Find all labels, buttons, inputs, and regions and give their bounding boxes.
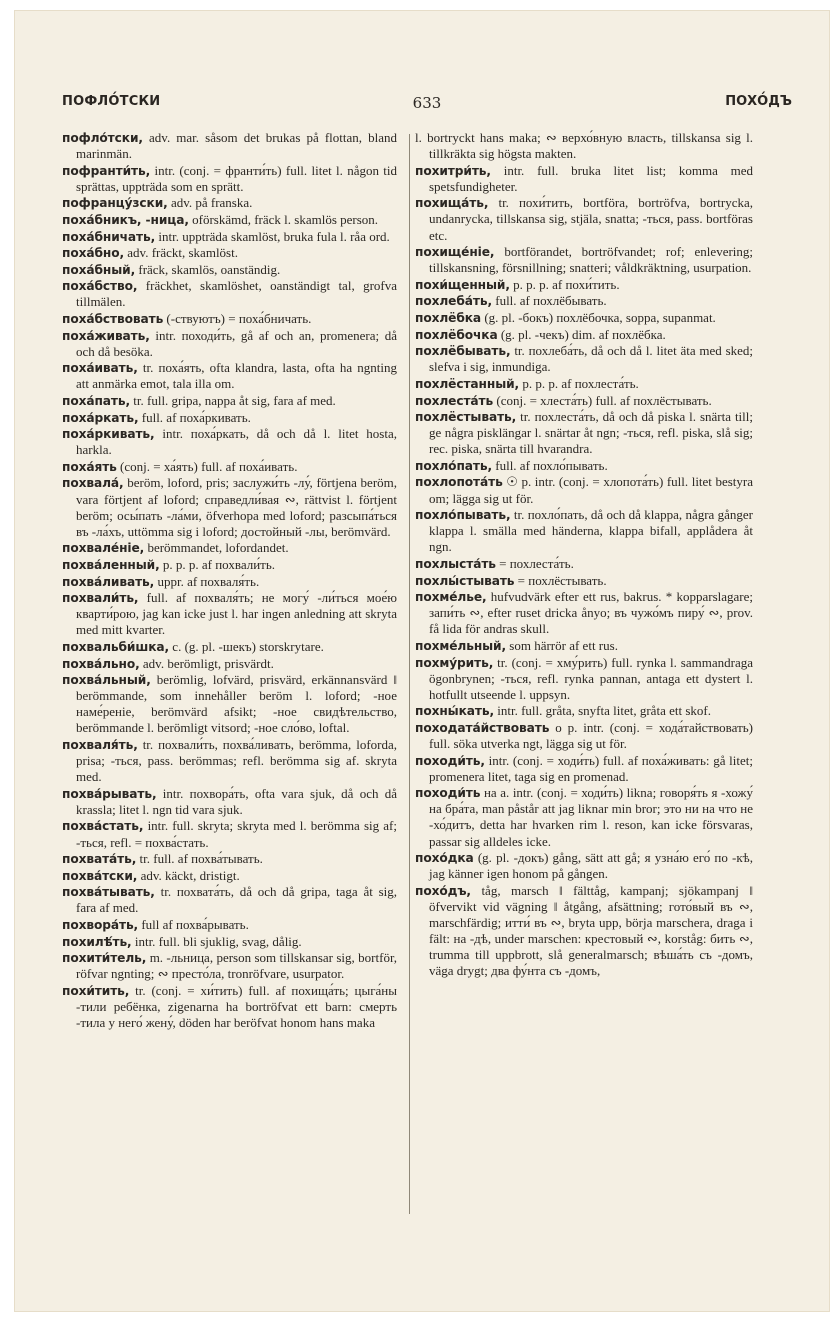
dictionary-entry (415, 293, 753, 309)
entry-headword: поха́бство, (62, 279, 138, 294)
dictionary-entry (62, 459, 397, 475)
header-right-guideword: ПОХО́ДЪ (725, 94, 792, 109)
entry-headword: пофло́тски, (62, 131, 143, 145)
entry-headword: походата́йствовать (415, 720, 550, 735)
entry-headword: поха́ивать, (62, 361, 138, 376)
entry-definition: (-ствуютъ) = поха́бничать. (166, 311, 312, 327)
entry-definition: tåg, marsch ‖ fälttåg, kampanj; sjökampanj ‖ öfvervikt vid vägning ‖ åtgång, afsättning; гото́вый въ ∾, marschfärdig; итти́ въ ∾, bryta upp, börja marschera, draga i fält: на -дѣ, under marschen: крестовый ∾, korståg: бить ∾, trumma till uppbrott, slå generalmarsch; вѣша́ть съ -домъ, väga drygt; два фу́нта съ -домъ, (429, 882, 753, 979)
entry-definition: tr. похвали́ть, похва́ливать, berömma, loforda, prisa; -ться, pass. berömmas; refl. berömma sig af. skryta med. (76, 736, 397, 785)
entry-headword: похлёстанный, (415, 376, 520, 391)
dictionary-entry (415, 720, 753, 752)
entry-definition: tr. похлеба́ть, då och då l. litet äta med sked; slefva i sig, inmundiga. (429, 343, 754, 375)
entry-headword: поха́бно, (62, 246, 125, 261)
entry-definition: (conj. = ха́ять) full. af поха́ивать. (120, 458, 298, 474)
dictionary-entry (62, 672, 397, 736)
entry-definition: (g. pl. -бокъ) похлёбочка, soppa, supanmat. (484, 310, 716, 326)
entry-definition: tr. похвата́ть, då och då gripa, taga åt sig, fara af med. (76, 884, 398, 916)
right-column (415, 130, 753, 980)
entry-definition: (g. pl. -докъ) gång, sätt att gå; я узна́ю его́ по -кѣ, jag känner igen honom på gången. (429, 850, 753, 882)
entry-headword: поха́ять (62, 459, 117, 474)
entry-headword: похлёбочка (415, 327, 498, 342)
entry-definition: intr. uppträda skamlöst, bruka fula l. råa ord. (158, 228, 390, 244)
entry-headword: похи́тить, (62, 983, 130, 998)
entry-headword: поха́ркать, (62, 410, 139, 425)
entry-definition: tr. (conj. = хи́тить) full. af похища́ть; цыга́ны -тили ребёнка, zigenarna ha bortröfvat ett barn: смерть -тила у него́ жену́, döden har beröfvat honom hans maka (76, 982, 397, 1031)
dictionary-entry (62, 426, 397, 458)
entry-definition: o p. intr. (conj. = хода́тайствовать) full. söka utverka ngt, lägga sig ut för. (429, 719, 754, 751)
entry-definition: tr. (conj. = хму́рить) full. rynka l. sammandraga ögonbrynen; -ться, refl. rynka pannan, antaga ett dystert l. hotfullt utseende l. uppsyn. (429, 654, 753, 702)
entry-definition: beröm, loford, pris; заслужи́ть -лу́, förtjena beröm, vara förtjent af loford; справедли́вая ∾, rättvist l. förtjent beröm; осы́пать -ла́ми, öfverhopa med loford; разсыпа́ться въ -ла́хъ, uttömma sig i loford; достойный -лы, berömvärd. (76, 475, 398, 539)
entry-definition: = похлеста́ть. (499, 555, 574, 571)
entry-definition: adv. mar. såsom det brukas på flottan, bland marinmän. (76, 130, 398, 162)
dictionary-entry (62, 393, 397, 409)
entry-headword: похло́пать, (415, 458, 492, 473)
entry-definition: tr. full. af похва́тывать. (139, 851, 263, 867)
dictionary-entry (415, 883, 753, 980)
entry-headword: поха́живать, (62, 328, 150, 343)
entry-definition: som härrör af ett rus. (509, 637, 618, 653)
dictionary-entry (415, 638, 753, 654)
dictionary-entry (415, 785, 753, 849)
entry-definition: full af похва́рывать. (141, 917, 249, 932)
entry-definition: fräck, skamlös, oanständig. (138, 261, 281, 277)
entry-definition: = похлёстывать. (517, 572, 607, 588)
entry-headword: похлёбка (415, 311, 482, 326)
dictionary-entry (62, 212, 397, 228)
entry-definition: uppr. af похваля́ть. (157, 573, 260, 589)
dictionary-entry (62, 786, 397, 818)
entry-definition: intr. (conj. = франти́ть) full. litet l. någon tid sprättas, uppträda som en sprätt. (76, 162, 398, 194)
entry-headword: похлёбывать, (415, 344, 511, 359)
entry-headword: похлеста́ть (415, 393, 494, 408)
dictionary-entry (415, 474, 753, 506)
entry-definition: intr. full. bli sjuklig, svag, dålig. (134, 933, 302, 949)
dictionary-entry (62, 574, 397, 590)
dictionary-entry (62, 360, 397, 392)
entry-headword: похлёстывать, (415, 410, 517, 425)
entry-definition: tr. похи́тить, bortföra, bortröfva, bortrycka, undanrycka, tillskansa sig, stjäla, snatta; -ться, pass. bortföras etc. (429, 195, 753, 243)
dictionary-entry (62, 245, 397, 261)
entry-definition: intr. походи́ть, gå af och an, promenera; då och då besöka. (76, 327, 398, 359)
dictionary-entry (62, 851, 397, 867)
entry-definition: full. af похлёбывать. (495, 293, 607, 309)
header-left-guideword: ПОФЛО́ТСКИ (62, 94, 161, 109)
entry-headword: похва́льный, (62, 673, 151, 688)
dictionary-entry (415, 130, 753, 162)
dictionary-entry (415, 163, 753, 195)
entry-headword: похва́тывать, (62, 885, 155, 900)
entry-headword: похо́дъ, (415, 883, 471, 898)
entry-definition: (conj. = хлеста́ть) full. af похлёстывать. (496, 392, 712, 408)
entry-definition: p. p. p. af похвали́ть. (162, 556, 276, 572)
entry-headword: похва́рывать, (62, 786, 157, 801)
entry-headword: похме́льный, (415, 638, 507, 653)
entry-headword: похвале́ніе, (62, 541, 145, 556)
entry-headword: поха́бничать, (62, 229, 156, 244)
dictionary-entry (415, 458, 753, 474)
column-divider (409, 134, 410, 1214)
entry-definition: intr. full. gråta, snyfta litet, gråta ett skof. (497, 703, 711, 719)
entry-headword: похва́стать, (62, 819, 144, 834)
entry-headword: походи́ть, (415, 753, 485, 768)
dictionary-entry (62, 311, 397, 327)
entry-definition: hufvudvärk efter ett rus, bakrus. * kopparslagare; запи́ть ∾, efter ruset dricka ånyo; въ чужо́мъ пиру́ ∾, prov. få lida för andras skull. (429, 589, 753, 637)
dictionary-entry (62, 639, 397, 655)
entry-headword: похлы́стывать (415, 573, 515, 588)
entry-headword: поха́ркивать, (62, 427, 155, 442)
dictionary-entry (62, 130, 397, 162)
dictionary-entry (62, 229, 397, 245)
dictionary-entry (415, 310, 753, 326)
entry-headword: похлеба́ть, (415, 294, 492, 309)
dictionary-entry (415, 703, 753, 719)
dictionary-entry (415, 507, 753, 555)
dictionary-entry (415, 327, 753, 343)
entry-definition: oförskämd, fräck l. skamlös person. (192, 211, 379, 227)
dictionary-entry (62, 328, 397, 360)
entry-headword: похму́рить, (415, 655, 494, 670)
entry-definition: bortförandet, bortröfvandet; rof; enlevering; tillskansning, försnillning; snatteri; våldkräktning, usurpation. (429, 244, 754, 276)
dictionary-entry (62, 540, 397, 556)
dictionary-entry (415, 393, 753, 409)
entry-definition: tr. похло́пать, då och då klappa, några gånger klappa l. smälla med händerna, klappa bifall, applådera åt ngn. (429, 507, 754, 555)
left-column (62, 130, 397, 1032)
dictionary-entry (415, 753, 753, 785)
page-number: 633 (412, 94, 442, 112)
dictionary-entry (415, 195, 753, 243)
entry-headword: похлопота́ть (415, 475, 503, 490)
entry-definition: tr. поха́ять, ofta klandra, lasta, ofta ha ngnting att anmärka emot, tala illa om. (76, 360, 398, 392)
entry-definition: adv. på franska. (170, 195, 253, 211)
entry-definition: intr. поха́ркать, då och då l. litet hosta, harkla. (76, 426, 397, 458)
dictionary-entry (415, 573, 753, 589)
entry-definition: intr. full. skryta; skryta med l. berömma sig af; -ться, refl. = похва́стать. (76, 818, 398, 850)
entry-headword: поха́бникъ, -ница, (62, 212, 189, 227)
entry-headword: похи́щенный, (415, 277, 510, 292)
dictionary-entry (415, 850, 753, 882)
entry-definition: adv. käckt, dristigt. (140, 867, 240, 883)
dictionary-entry (415, 589, 753, 637)
dictionary-entry (62, 737, 397, 785)
entry-headword: пофранти́ть, (62, 163, 151, 178)
dictionary-entry (62, 195, 397, 211)
entry-headword: похвала́, (62, 476, 124, 491)
entry-definition: l. bortryckt hans maka; ∾ верхо́вную власть, tillskansa sig l. tillkräkta sig högsta makten. (415, 130, 753, 162)
dictionary-entry (62, 475, 397, 539)
entry-definition: m. -льница, person som tillskansar sig, bortför, röfvar ngnting; ∾ престо́ла, tronröfvare, usurpator. (76, 950, 398, 982)
dictionary-entry (415, 376, 753, 392)
entry-headword: похвальби́шка, (62, 639, 170, 654)
entry-definition: на a. intr. (conj. = ходи́ть) likna; говоря́ть я -хожу́ на бра́та, man påstår att jag liknar min bror; это ни на что не -хо́дитъ, detta har hvarken rim l. reson, kan icke försvaras, passar sig alldeles icke. (429, 785, 753, 849)
dictionary-entry (62, 278, 397, 310)
entry-definition: full. af похло́пывать. (495, 457, 608, 473)
page-header (62, 88, 792, 112)
entry-headword: похва́ленный, (62, 557, 160, 572)
entry-headword: пофранцу́зски, (62, 196, 168, 211)
entry-definition: intr. full. bruka litet list; komma med spetsfundigheter. (429, 162, 754, 194)
entry-headword: похище́ніе, (415, 245, 495, 260)
entry-definition: fräckhet, skamlöshet, oanständigt tal, grofva tillmälen. (76, 278, 398, 310)
entry-headword: похвата́ть, (62, 852, 137, 867)
entry-definition: (g. pl. -чекъ) dim. af похлёбка. (500, 326, 666, 342)
entry-headword: похваля́ть, (62, 737, 138, 752)
entry-definition: intr. похвора́ть, ofta vara sjuk, då och då krassla; litet l. ngn tid vara sjuk. (76, 785, 398, 817)
dictionary-entry (62, 163, 397, 195)
dictionary-entry (62, 557, 397, 573)
entry-definition: c. (g. pl. -шекъ) storskrytare. (172, 638, 324, 654)
dictionary-entry (62, 656, 397, 672)
dictionary-entry (62, 917, 397, 933)
entry-definition: tr. full. gripa, nappa åt sig, fara af med. (133, 393, 336, 408)
entry-definition: p. p. p. af похлеста́ть. (522, 375, 639, 391)
entry-definition: berömmandet, lofordandet. (147, 540, 289, 556)
entry-definition: adv. fräckt, skamlöst. (127, 245, 238, 261)
entry-definition: intr. (conj. = ходи́ть) full. af поха́живать: gå litet; promenera litet, taga sig en promenad. (429, 752, 754, 784)
dictionary-entry (62, 934, 397, 950)
dictionary-entry (62, 983, 397, 1031)
dictionary-entry (62, 950, 397, 982)
entry-headword: похва́льно, (62, 656, 140, 671)
entry-headword: похме́лье, (415, 590, 487, 605)
entry-headword: похлыста́ть (415, 556, 496, 571)
dictionary-entry (62, 818, 397, 850)
entry-headword: похити́тель, (62, 951, 147, 966)
dictionary-entry (62, 410, 397, 426)
dictionary-entry (415, 277, 753, 293)
entry-definition: p. p. p. af похи́тить. (513, 276, 620, 292)
entry-definition: ☉ p. intr. (conj. = хлопота́ть) full. litet bestyra om; lägga sig ut för. (429, 474, 754, 506)
entry-definition: tr. похлеста́ть, då och då piska l. snärta till; ge några pisklängar l. snärtar åt ngn; -ться, refl. piska, slå sig; rec. piska, snärta till hvarandra. (429, 409, 754, 457)
entry-headword: похвали́ть, (62, 591, 139, 606)
entry-definition: berömlig, lofvärd, prisvärd, erkännansvärd ‖ berömmande, som innehåller beröm l. loford; -ное наме́реніе, berömvärd afsikt; -ное свидѣтельство, berömmande l. berömligt vitsord; -ное сло́во, loftal. (76, 672, 397, 736)
entry-headword: похилѣ́ть, (62, 934, 132, 949)
entry-headword: похвора́ть, (62, 918, 139, 932)
dictionary-entry (62, 868, 397, 884)
dictionary-page (14, 10, 830, 1312)
entry-definition: adv. berömligt, prisvärdt. (142, 655, 274, 671)
entry-definition: full. af похваля́ть; не могу́ -ли́ться мое́ю кварти́рою, jag kan icke just l. har ingen anledning att skryta med mitt kvarter. (76, 590, 397, 638)
dictionary-entry (62, 884, 397, 916)
dictionary-entry (415, 556, 753, 572)
dictionary-entry (62, 262, 397, 278)
entry-headword: похва́ливать, (62, 574, 155, 589)
entry-headword: похны́кать, (415, 704, 494, 719)
entry-headword: похло́пывать, (415, 508, 511, 523)
entry-headword: похитри́ть, (415, 163, 491, 178)
entry-definition: full. af поха́ркивать. (141, 409, 251, 425)
dictionary-entry (415, 244, 753, 276)
entry-headword: поха́бствовать (62, 312, 164, 327)
entry-headword: походи́ть (415, 786, 481, 801)
dictionary-entry (415, 655, 753, 703)
dictionary-entry (62, 590, 397, 638)
dictionary-entry (415, 409, 753, 457)
entry-headword: поха́пать, (62, 394, 131, 408)
entry-headword: поха́бный, (62, 262, 136, 277)
entry-headword: похо́дка (415, 851, 474, 866)
entry-headword: похища́ть, (415, 196, 489, 211)
entry-headword: похва́тски, (62, 868, 138, 883)
dictionary-entry (415, 343, 753, 375)
